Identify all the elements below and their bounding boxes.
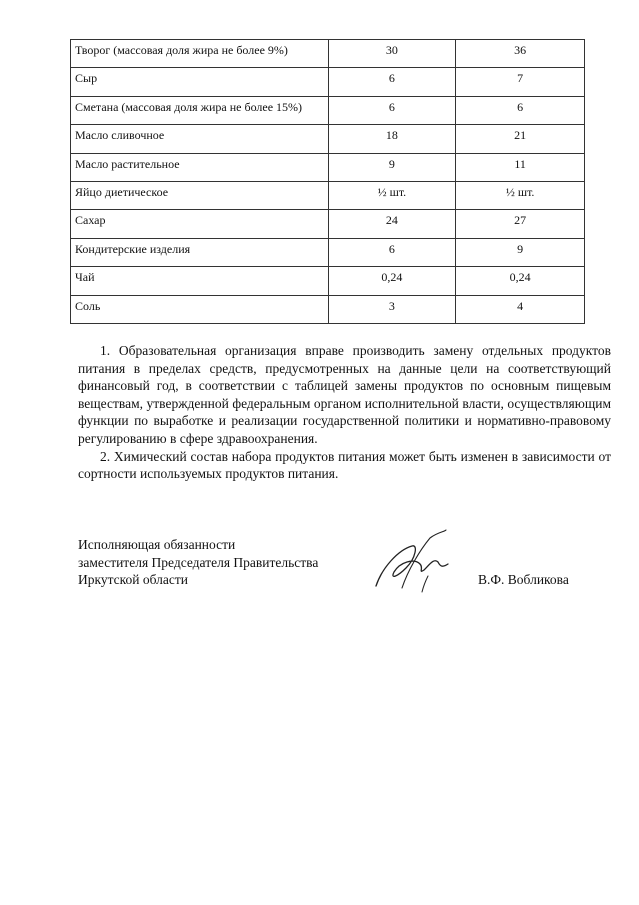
value-col2-cell: 36 — [456, 40, 585, 68]
value-col2-cell: 7 — [456, 68, 585, 96]
value-col2-cell: 27 — [456, 210, 585, 238]
product-name-cell: Сметана (массовая доля жира не более 15%) — [71, 96, 329, 124]
food-norms-table-body — [71, 40, 585, 324]
product-name-cell: Масло растительное — [71, 153, 329, 181]
value-col2-cell: ½ шт. — [456, 181, 585, 209]
table-row — [71, 40, 585, 68]
product-name-cell: Яйцо диетическое — [71, 181, 329, 209]
food-norms-table — [70, 39, 585, 324]
note-2: 2. Химический состав набора продуктов питания может быть изменен в зависимости от сортности используемых продуктов питания. — [78, 448, 611, 482]
value-col1-cell: 6 — [328, 238, 456, 266]
value-col1-cell: 6 — [328, 68, 456, 96]
value-col2-cell: 0,24 — [456, 267, 585, 295]
value-col1-cell: ½ шт. — [328, 181, 456, 209]
value-col2-cell: 6 — [456, 96, 585, 124]
value-col2-cell: 21 — [456, 125, 585, 153]
product-name-cell: Кондитерские изделия — [71, 238, 329, 266]
product-name-cell: Творог (массовая доля жира не более 9%) — [71, 40, 329, 68]
product-name-cell: Сыр — [71, 68, 329, 96]
note-1: 1. Образовательная организация вправе производить замену отдельных продуктов питания в пределах средств, предусмотренных на данные цели на соответствующий финансовый год, в соответствии с таблицей замены продуктов по основным пищевым веществам, утвержденной федеральным органом исполнительной власти, осуществляющим функции по выработке и реализации государственной политики и нормативно-правовому регулированию в сфере здравоохранения. — [78, 343, 611, 446]
product-name-cell: Масло сливочное — [71, 125, 329, 153]
product-name-cell: Сахар — [71, 210, 329, 238]
table-row — [71, 68, 585, 96]
table-row — [71, 181, 585, 209]
signatory-title-line-1: Исполняющая обязанности — [78, 537, 236, 552]
value-col2-cell: 4 — [456, 295, 585, 323]
value-col2-cell: 11 — [456, 153, 585, 181]
signatory-title — [78, 536, 318, 589]
notes-section — [78, 342, 611, 483]
product-name-cell: Соль — [71, 295, 329, 323]
table-row — [71, 125, 585, 153]
value-col1-cell: 30 — [328, 40, 456, 68]
table-row — [71, 153, 585, 181]
table-row — [71, 96, 585, 124]
value-col1-cell: 3 — [328, 295, 456, 323]
value-col1-cell: 18 — [328, 125, 456, 153]
signatory-name: В.Ф. Вобликова — [478, 572, 569, 587]
table-row — [71, 210, 585, 238]
value-col1-cell: 24 — [328, 210, 456, 238]
value-col1-cell: 6 — [328, 96, 456, 124]
value-col1-cell: 0,24 — [328, 267, 456, 295]
value-col2-cell: 9 — [456, 238, 585, 266]
signatory-title-line-3: Иркутской области — [78, 572, 189, 588]
handwritten-signature-icon — [368, 528, 468, 598]
signatory-title-line-2: заместителя Председателя Правительства — [78, 554, 319, 570]
product-name-cell: Чай — [71, 267, 329, 295]
table-row — [71, 267, 585, 295]
value-col1-cell: 9 — [328, 153, 456, 181]
table-row — [71, 238, 585, 266]
table-row — [71, 295, 585, 323]
